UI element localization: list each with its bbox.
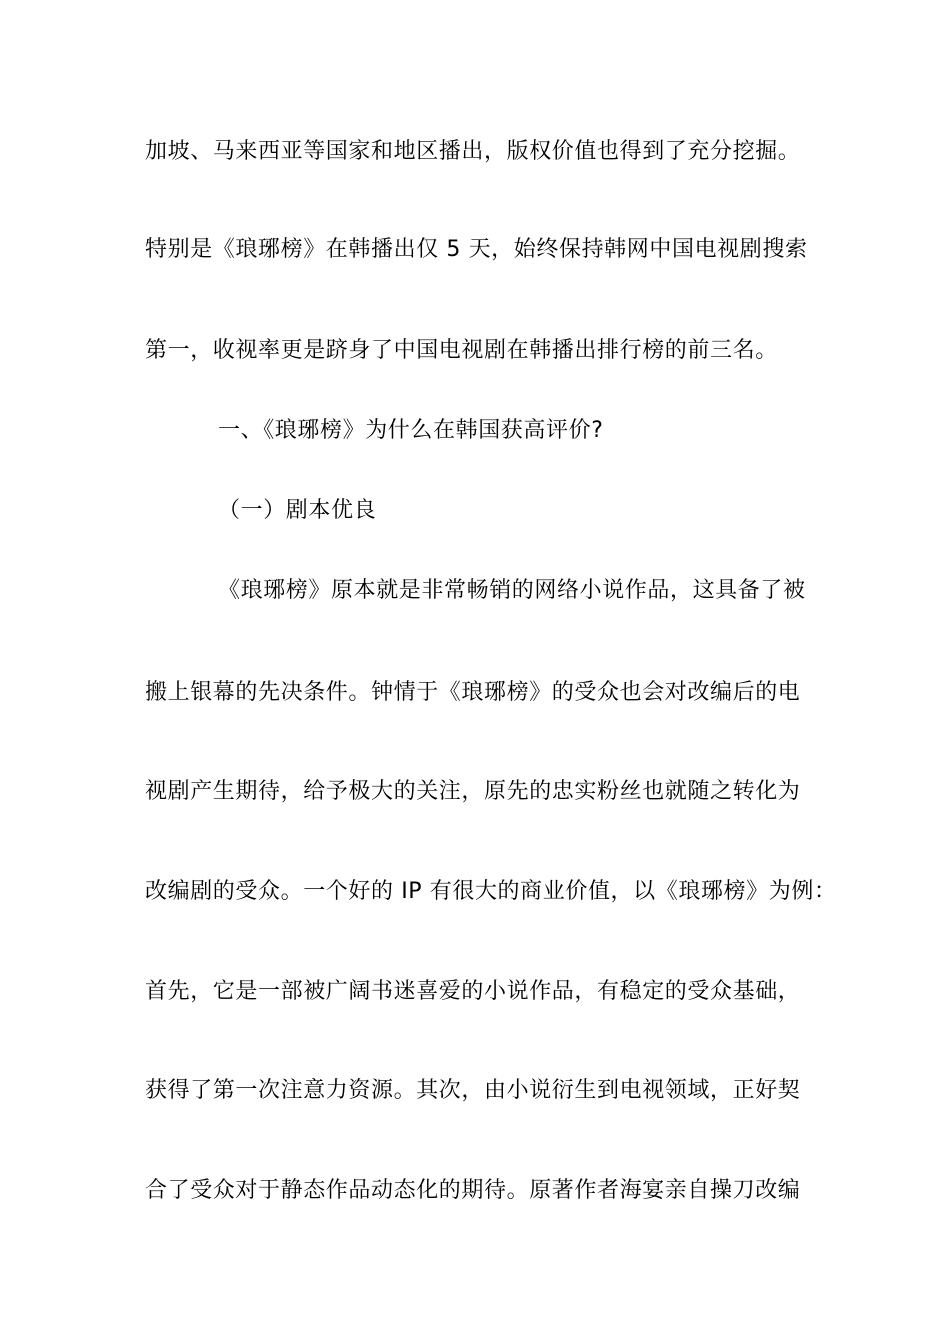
paragraph-line-7: 改编剧的受众。一个好的 IP 有很大的商业价值，以《琅琊榜》为例： [145,879,837,904]
paragraph-line-9: 获得了第一次注意力资源。其次，由小说衍生到电视领域，正好契 [145,1078,801,1103]
paragraph-line-4: 《琅琊榜》原本就是非常畅销的网络小说作品，这具备了被 [218,578,806,603]
paragraph-line-3: 第一，收视率更是跻身了中国电视剧在韩播出排行榜的前三名。 [145,338,778,363]
paragraph-line-8: 首先，它是一部被广阔书迷喜爱的小说作品，有稳定的受众基础， [145,979,801,1004]
paragraph-line-2: 特别是《琅琊榜》在韩播出仅 5 天，始终保持韩网中国电视剧搜索 [145,237,808,262]
paragraph-line-10: 合了受众对于静态作品动态化的期待。原著作者海宴亲自操刀改编 [145,1178,801,1203]
subsection-heading: （一）剧本优良 [218,498,377,523]
paragraph-line-5: 搬上银幕的先决条件。钟情于《琅琊榜》的受众也会对改编后的电 [145,680,801,705]
paragraph-line-1: 加坡、马来西亚等国家和地区播出，版权价值也得到了充分挖掘。 [145,139,801,164]
paragraph-line-6: 视剧产生期待，给予极大的关注，原先的忠实粉丝也就随之转化为 [145,779,801,804]
section-heading: 一、《琅琊榜》为什么在韩国获高评价? [218,418,604,443]
